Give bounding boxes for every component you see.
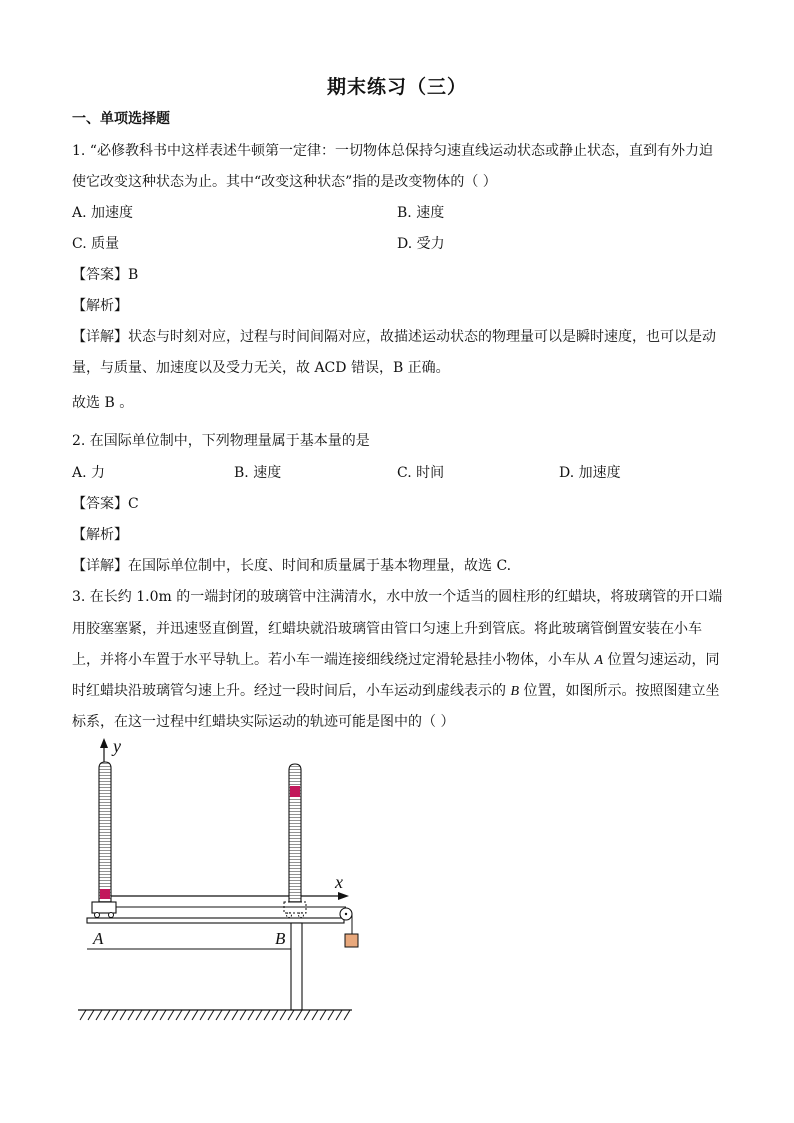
- q2-option-a: A. 力: [72, 465, 106, 481]
- q3-label-a-inline: A: [594, 653, 604, 668]
- q1-answer: 【答案】B: [72, 267, 139, 283]
- q3-line4-part1: 时红蜡块沿玻璃管匀速上升。经过一段时间后，小车运动到虚线表示的: [72, 683, 511, 699]
- label-a: A: [93, 929, 104, 948]
- q3-line2: 用胶塞塞紧，并迅速竖直倒置，红蜡块就沿玻璃管由管口匀速上升到管底。将此玻璃管倒置安装在小车: [72, 621, 702, 637]
- label-b: B: [275, 929, 286, 948]
- q2-option-b: B. 速度: [234, 465, 282, 481]
- q1-line2: 使它改变这种状态为止。其中“改变这种状态”指的是改变物体的（ ）: [72, 174, 497, 190]
- q1-option-b: B. 速度: [397, 205, 445, 221]
- cart-a-wheel-left: [95, 913, 100, 918]
- q1-option-d: D. 受力: [397, 236, 445, 252]
- q3-line5: 标系，在这一过程中红蜡块实际运动的轨迹可能是图中的（ ）: [72, 714, 455, 730]
- q2-line1: 2. 在国际单位制中，下列物理量属于基本量的是: [72, 433, 370, 449]
- q3-line3: [72, 651, 719, 670]
- q1-option-a: A. 加速度: [72, 205, 134, 221]
- cart-a-wheel-right: [109, 913, 114, 918]
- q3-line4-part2: 位置，如图所示。按照图建立坐: [519, 683, 720, 699]
- q2-analysis: 【解析】: [72, 527, 128, 543]
- ground-hatching: [80, 1010, 350, 1020]
- horizontal-track: [87, 918, 344, 923]
- q1-conclusion: 故选 B 。: [72, 395, 134, 411]
- y-axis-label: y: [113, 736, 121, 756]
- cart-a: [92, 902, 116, 913]
- apparatus-figure: [0, 730, 400, 1030]
- glass-tube-b: [289, 764, 301, 902]
- y-axis-arrow: [100, 738, 108, 748]
- wax-block-b: [290, 786, 300, 797]
- q2-option-d: D. 加速度: [559, 465, 621, 481]
- q3-line3-part1: 上，并将小车置于水平导轨上。若小车一端连接细线绕过定滑轮悬挂小物体，小车从: [72, 652, 595, 668]
- q1-option-c: C. 质量: [72, 236, 120, 252]
- q1-detail-line1: 【详解】状态与时刻对应，过程与时间间隔对应，故描述运动状态的物理量可以是瞬时速度，也可以是动: [72, 329, 716, 345]
- x-axis-label: x: [335, 872, 343, 892]
- pulley-axle: [345, 913, 347, 915]
- q2-detail: 【详解】在国际单位制中，长度、时间和质量属于基本物理量，故选 C.: [72, 558, 512, 574]
- bench-leg: [291, 923, 302, 1010]
- wax-block-a: [100, 889, 110, 899]
- q3-label-b-inline: B: [510, 684, 520, 699]
- q1-analysis: 【解析】: [72, 298, 128, 314]
- x-axis-arrow: [338, 892, 349, 900]
- glass-tube-a: [99, 762, 111, 902]
- page-title: 期末练习（三）: [326, 76, 467, 98]
- q3-line1: 3. 在长约 1.0m 的一端封闭的玻璃管中注满清水，水中放一个适当的圆柱形的红蜡块，将玻璃管的开口端: [72, 589, 723, 605]
- q2-option-c: C. 时间: [397, 465, 445, 481]
- q1-detail-line2: 量，与质量、加速度以及受力无关，故 ACD 错误，B 正确。: [72, 360, 450, 376]
- q2-answer: 【答案】C: [72, 496, 139, 512]
- hanging-weight: [345, 934, 358, 947]
- q3-line4: [72, 682, 719, 701]
- q1-line1: 1. “必修教科书中这样表述牛顿第一定律：一切物体总保持匀速直线运动状态或静止状态，直到有外力迫: [72, 143, 713, 159]
- q3-line3-part2: 位置匀速运动，同: [603, 652, 720, 668]
- section-heading: 一、单项选择题: [72, 111, 170, 127]
